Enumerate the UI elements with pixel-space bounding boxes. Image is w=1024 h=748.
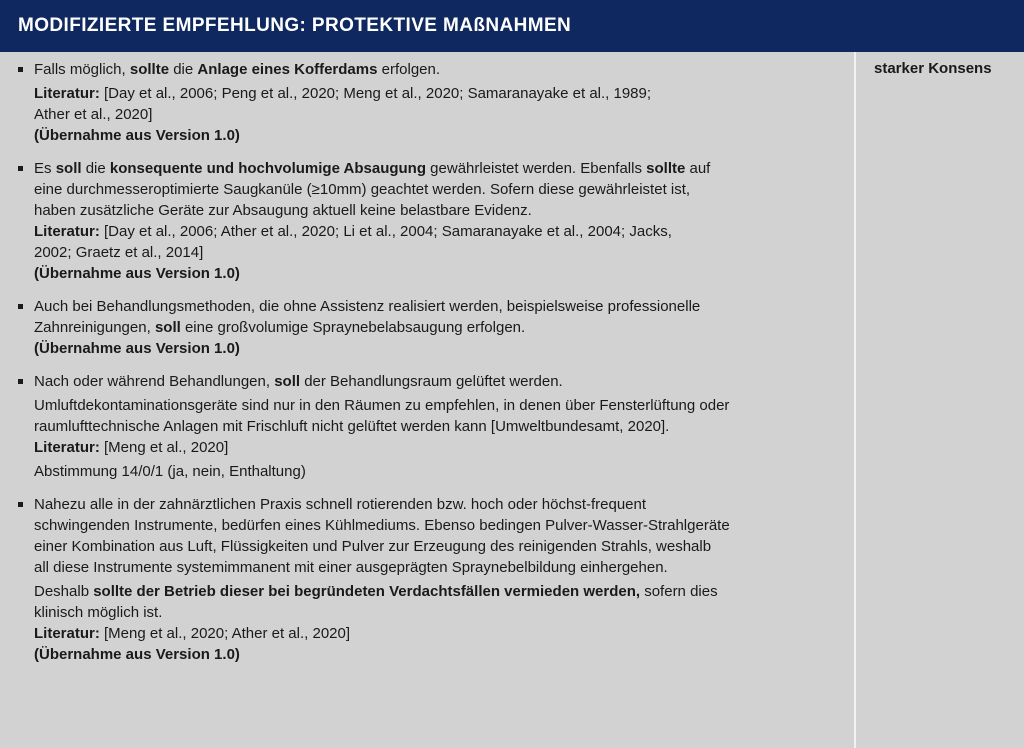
literature-line: Literatur: [Day et al., 2006; Ather et al., 2020; Li et al., 2004; Samaranayake et al., 2004; Jacks, bbox=[34, 223, 672, 240]
bullet-icon bbox=[18, 304, 23, 309]
text-line: klinisch möglich ist. bbox=[34, 604, 163, 621]
version-note: (Übernahme aus Version 1.0) bbox=[34, 646, 240, 663]
version-note: (Übernahme aus Version 1.0) bbox=[34, 127, 240, 144]
literature-line: Literatur: [Day et al., 2006; Peng et al., 2020; Meng et al., 2020; Samaranayake et al., 1989; bbox=[34, 85, 652, 102]
text-line: einer Kombination aus Luft, Flüssigkeiten und Pulver zur Erzeugung des reinigenden Strahls, weshalb bbox=[34, 538, 712, 555]
text-line: Nahezu alle in der zahnärztlichen Praxis schnell rotierenden bzw. hoch oder höchst-frequent bbox=[34, 496, 647, 513]
text-line: Deshalb sollte der Betrieb dieser bei begründeten Verdachtsfällen vermieden werden, sofern dies bbox=[34, 583, 718, 600]
literature-line: 2002; Graetz et al., 2014] bbox=[34, 244, 204, 261]
text-line: Falls möglich, sollte die Anlage eines Kofferdams erfolgen. bbox=[34, 61, 441, 78]
text-line: haben zusätzliche Geräte zur Absaugung aktuell keine belastbare Evidenz. bbox=[34, 202, 532, 219]
bullet-icon bbox=[18, 502, 23, 507]
recommendation-column bbox=[0, 52, 856, 748]
recommendation-item bbox=[14, 296, 844, 359]
vote-line: Abstimmung 14/0/1 (ja, nein, Enthaltung) bbox=[34, 463, 306, 480]
recommendation-item bbox=[14, 371, 844, 482]
text-line: Auch bei Behandlungsmethoden, die ohne Assistenz realisiert werden, beispielsweise professionelle bbox=[34, 298, 701, 315]
version-note: (Übernahme aus Version 1.0) bbox=[34, 340, 240, 357]
version-note: (Übernahme aus Version 1.0) bbox=[34, 265, 240, 282]
consensus-column bbox=[856, 52, 1024, 748]
table-header bbox=[0, 0, 1024, 52]
bullet-icon bbox=[18, 166, 23, 171]
text-line: Zahnreinigungen, soll eine großvolumige Spraynebelabsaugung erfolgen. bbox=[34, 319, 526, 336]
recommendation-item bbox=[14, 59, 844, 146]
literature-line: Ather et al., 2020] bbox=[34, 106, 153, 123]
literature-line: Literatur: [Meng et al., 2020; Ather et al., 2020] bbox=[34, 625, 351, 642]
consensus-label: starker Konsens bbox=[874, 60, 992, 77]
bullet-icon bbox=[18, 379, 23, 384]
text-line: schwingenden Instrumente, bedürfen eines Kühlmediums. Ebenso bedingen Pulver-Wasser-Strahlgeräte bbox=[34, 517, 730, 534]
recommendation-item bbox=[14, 158, 844, 284]
literature-line: Literatur: [Meng et al., 2020] bbox=[34, 439, 229, 456]
header-title: MODIFIZIERTE EMPFEHLUNG: PROTEKTIVE MAßNAHMEN bbox=[18, 15, 572, 36]
text-line: raumlufttechnische Anlagen mit Frischluft nicht gelüftet werden kann [Umweltbundesamt, 2020]. bbox=[34, 418, 670, 435]
text-line: eine durchmesseroptimierte Saugkanüle (≥10mm) geachtet werden. Sofern diese gewährleistet ist, bbox=[34, 181, 691, 198]
text-line: Nach oder während Behandlungen, soll der Behandlungsraum gelüftet werden. bbox=[34, 373, 563, 390]
bullet-icon bbox=[18, 67, 23, 72]
text-line: all diese Instrumente systemimmanent mit einer ausgeprägten Spraynebelbildung einhergehen. bbox=[34, 559, 668, 576]
recommendation-table bbox=[0, 52, 1024, 748]
text-line: Umluftdekontaminationsgeräte sind nur in den Räumen zu empfehlen, in denen über Fensterlüftung oder bbox=[34, 397, 730, 414]
text-line: Es soll die konsequente und hochvolumige Absaugung gewährleistet werden. Ebenfalls sollte auf bbox=[34, 160, 711, 177]
recommendation-item bbox=[14, 494, 844, 665]
